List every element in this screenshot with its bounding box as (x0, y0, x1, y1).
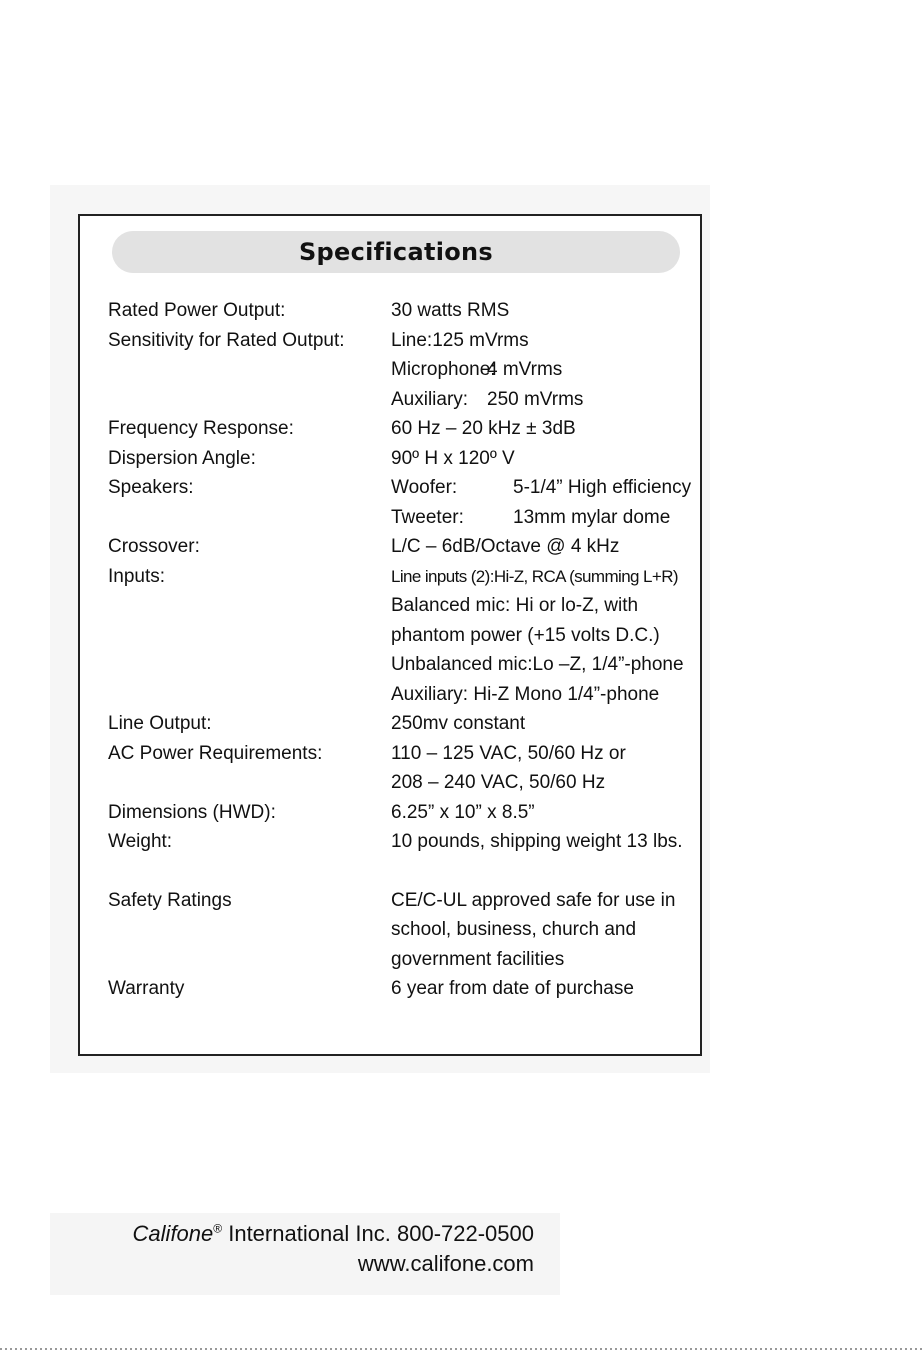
spec-value: Line:125 mVrms (391, 330, 529, 351)
spec-sublabel: Microphone: (391, 359, 496, 380)
spec-label: Safety Ratings (108, 890, 232, 911)
spec-row-frequency-response (80, 414, 700, 444)
spec-label: Warranty (108, 978, 185, 999)
spec-subvalue: 250 mVrms (487, 389, 584, 410)
spec-value: Unbalanced mic:Lo –Z, 1/4”-phone (391, 654, 684, 675)
spec-value: 208 – 240 VAC, 50/60 Hz (391, 772, 606, 793)
spec-row-sensitivity-mic (80, 355, 700, 385)
spec-sublabel: Tweeter: (391, 507, 464, 528)
spec-value: Balanced mic: Hi or lo-Z, with (391, 595, 639, 616)
spec-label: Frequency Response: (108, 418, 294, 439)
spec-label: Dispersion Angle: (108, 448, 256, 469)
spec-row-crossover (80, 532, 700, 562)
spec-row-inputs-auxiliary (80, 680, 700, 710)
spec-subvalue: 5-1/4” High efficiency (513, 477, 692, 498)
company-footer (50, 1213, 560, 1295)
spec-value: government facilities (391, 949, 565, 970)
spec-value: 6 year from date of purchase (391, 978, 634, 999)
spec-label: Speakers: (108, 477, 194, 498)
spec-label: Sensitivity for Rated Output: (108, 330, 345, 351)
spec-subvalue: 13mm mylar dome (513, 507, 671, 528)
spec-value: Line inputs (2):Hi-Z, RCA (summing L+R) (391, 567, 678, 586)
spec-row-inputs (80, 562, 700, 592)
spec-value: 250mv constant (391, 713, 526, 734)
registered-mark: ® (213, 1221, 223, 1236)
spec-row-ac-power-2 (80, 768, 700, 798)
spec-row-dimensions (80, 798, 700, 828)
spec-label: Rated Power Output: (108, 300, 286, 321)
spec-value: Auxiliary: Hi-Z Mono 1/4”-phone (391, 684, 660, 705)
spec-value: 110 – 125 VAC, 50/60 Hz or (391, 743, 626, 764)
spec-value: 60 Hz – 20 kHz ± 3dB (391, 418, 576, 439)
spec-value: 10 pounds, shipping weight 13 lbs. (391, 831, 683, 852)
spec-row-sensitivity-aux (80, 385, 700, 415)
spec-value: 30 watts RMS (391, 300, 510, 321)
specifications-box (78, 214, 702, 1056)
spec-row-warranty (80, 974, 700, 1004)
spec-row-speakers-tweeter (80, 503, 700, 533)
website-url: www.califone.com (357, 1251, 534, 1276)
spec-row-speakers (80, 473, 700, 503)
spec-row-inputs-phantom (80, 621, 700, 651)
spec-sublabel: Auxiliary: (391, 389, 469, 410)
spec-value: school, business, church and (391, 919, 637, 940)
spec-row-ac-power (80, 739, 700, 769)
spec-label: Weight: (108, 831, 173, 852)
spec-row-sensitivity (80, 326, 700, 356)
spec-row-safety-2 (80, 915, 700, 945)
spec-row-safety (80, 886, 700, 916)
spec-value: phantom power (+15 volts D.C.) (391, 625, 660, 646)
company-name-phone: International Inc. 800-722-0500 (222, 1221, 534, 1246)
company-contact-line (133, 1221, 534, 1247)
spec-value: L/C – 6dB/Octave @ 4 kHz (391, 536, 620, 557)
spec-label: Crossover: (108, 536, 200, 557)
spec-row-inputs-balanced (80, 591, 700, 621)
spec-row-safety-3 (80, 945, 700, 975)
spec-row-dispersion-angle (80, 444, 700, 474)
spec-label: AC Power Requirements: (108, 743, 323, 764)
specifications-title-bar (112, 231, 680, 273)
spec-row-weight (80, 827, 700, 857)
brand-name: Califone (132, 1221, 214, 1246)
spec-value: CE/C-UL approved safe for use in (391, 890, 676, 911)
spec-row-inputs-unbalanced (80, 650, 700, 680)
spec-label: Dimensions (HWD): (108, 802, 276, 823)
spec-row-rated-power (80, 296, 700, 326)
spec-label: Inputs: (108, 566, 166, 587)
spec-row-line-output (80, 709, 700, 739)
spec-subvalue: 4 mVrms (487, 359, 563, 380)
spec-sublabel: Woofer: (391, 477, 458, 498)
spec-label: Line Output: (108, 713, 212, 734)
spec-value: 6.25” x 10” x 8.5” (391, 802, 535, 823)
specifications-title: Specifications (298, 238, 494, 266)
spec-value: 90º H x 120º V (391, 448, 515, 469)
